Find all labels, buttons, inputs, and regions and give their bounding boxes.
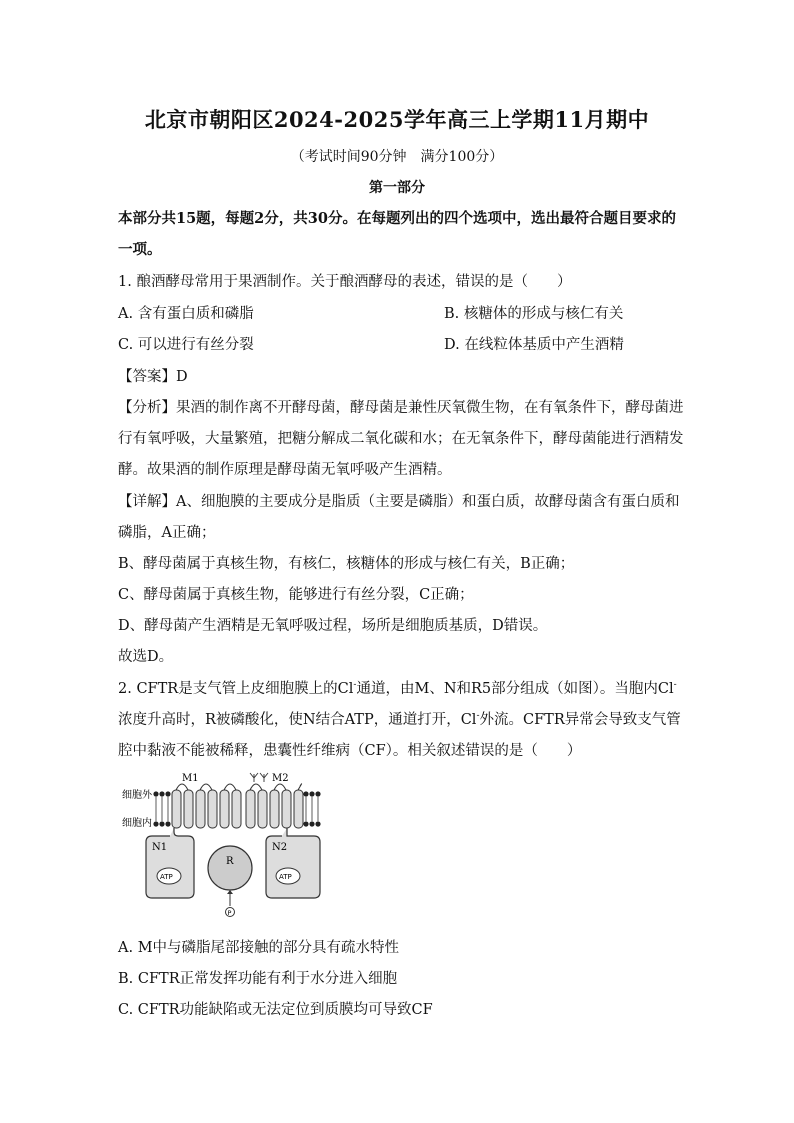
q1-option-b: B. 核糖体的形成与核仁有关	[444, 306, 624, 322]
q2-stem-line-2: 浓度升高时，R被磷酸化，使N结合ATP，通道打开，Cl-外流。CFTR异常会导致支气管	[118, 711, 681, 728]
label-inside: 细胞内	[122, 818, 152, 829]
m2-helices	[246, 790, 303, 828]
label-m2: M2	[272, 773, 289, 784]
label-r: R	[226, 856, 234, 867]
q1-stem: 1. 酿酒酵母常用于果酒制作。关于酿酒酵母的表述，错误的是（ ）	[118, 274, 572, 290]
q2-stem-line-3: 腔中黏液不能被稀释，患囊性纤维病（CF）。相关叙述错误的是（ ）	[118, 743, 582, 759]
q1-answer: 【答案】D	[118, 369, 188, 385]
exam-info: （考试时间90分钟 满分100分）	[290, 149, 504, 165]
label-outside: 细胞外	[122, 790, 152, 801]
intro-line-1: 本部分共15题，每题2分，共30分。在每题列出的四个选项中，选出最符合题目要求的	[118, 210, 676, 227]
q1-analysis-line: 酵。故果酒的制作原理是酵母菌无氧呼吸产生酒精。	[118, 462, 452, 478]
q2-option-b: B. CFTR正常发挥功能有利于水分进入细胞	[118, 971, 398, 987]
q1-detail-line: 【详解】A、细胞膜的主要成分是脂质（主要是磷脂）和蛋白质，故酵母菌含有蛋白质和	[118, 494, 680, 510]
label-atp-right: ATP	[279, 873, 292, 881]
label-p: P	[227, 909, 232, 917]
n1-domain	[146, 828, 194, 898]
q1-detail-line: C、酵母菌属于真核生物，能够进行有丝分裂，C正确；	[118, 587, 474, 603]
label-m1: M1	[182, 773, 199, 784]
section-heading: 第一部分	[369, 180, 425, 196]
q1-option-c: C. 可以进行有丝分裂	[118, 337, 254, 353]
page-title: 北京市朝阳区2024-2025学年高三上学期11月期中	[144, 107, 650, 132]
m1-helices	[172, 790, 241, 828]
q2-stem-line-1: 2. CFTR是支气管上皮细胞膜上的Cl-通道，由M、N和R5部分组成（如图）。当胞内Cl-	[118, 680, 677, 697]
label-n1: N1	[152, 842, 168, 853]
q1-detail-line: D、酵母菌产生酒精是无氧呼吸过程，场所是细胞质基质，D错误。	[118, 618, 548, 634]
q1-option-d: D. 在线粒体基质中产生酒精	[444, 337, 624, 353]
q1-analysis-line: 行有氧呼吸，大量繁殖，把糖分解成二氧化碳和水；在无氧条件下，酵母菌能进行酒精发	[118, 431, 684, 447]
q1-detail-line: B、酵母菌属于真核生物，有核仁，核糖体的形成与核仁有关，B正确；	[118, 556, 575, 572]
q2-option-c: C. CFTR功能缺陷或无法定位到质膜均可导致CF	[118, 1002, 433, 1018]
r-domain	[208, 846, 252, 890]
q1-analysis-line: 【分析】果酒的制作离不开酵母菌，酵母菌是兼性厌氧微生物，在有氧条件下，酵母菌进	[118, 400, 684, 416]
q2-option-a: A. M中与磷脂尾部接触的部分具有疏水特性	[118, 940, 400, 956]
q1-detail-line: 磷脂，A正确；	[118, 525, 216, 541]
intro-line-2: 一项。	[118, 241, 162, 258]
n2-domain	[266, 828, 320, 898]
q1-conclusion: 故选D。	[118, 649, 174, 665]
label-atp-left: ATP	[160, 873, 173, 881]
cftr-diagram	[122, 770, 332, 920]
q1-option-a: A. 含有蛋白质和磷脂	[118, 306, 254, 322]
label-n2: N2	[272, 842, 288, 853]
